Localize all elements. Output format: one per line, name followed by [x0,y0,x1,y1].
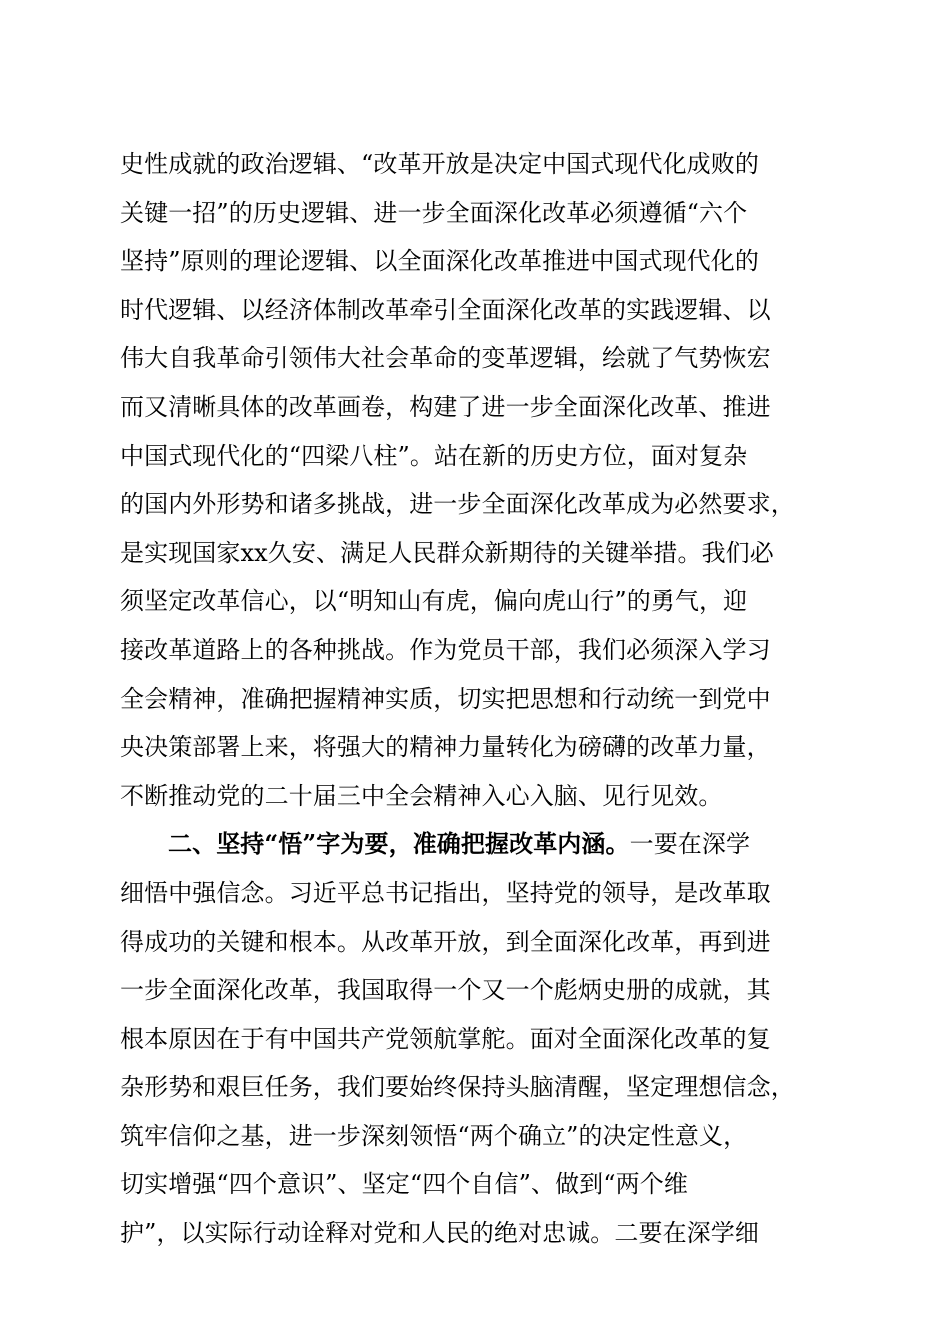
text-line: 根本原因在于有中国共产党领航掌舵。面对全面深化改革的复 [120,1024,771,1053]
text-line: 伟大自我革命引领伟大社会革命的变革逻辑，绘就了气势恢宏 [120,344,771,373]
text-line: 中国式现代化的“四梁八柱”。站在新的历史方位，面对复杂 [120,441,748,470]
text-line: 护”，以实际行动诠释对党和人民的绝对忠诚。二要在深学细 [120,1219,759,1248]
text-line: 切实增强“四个意识”、坚定“四个自信”、做到“两个维 [120,1170,688,1199]
text-line: 央决策部署上来，将强大的精神力量转化为磅礴的改革力量， [120,733,771,762]
paragraph-1 [120,140,840,820]
text-line: 的国内外形势和诸多挑战，进一步全面深化改革成为必然要求， [120,490,795,519]
text-line: 须坚定改革信心，以“明知山有虎，偏向虎山行”的勇气，迎 [120,587,748,616]
text-line: 是实现国家xx久安、满足人民群众新期待的关键举措。我们必 [120,538,774,567]
heading-line-text: 一要在深学 [629,830,751,859]
text-line: 而又清晰具体的改革画卷，构建了进一步全面深化改革、推进 [120,392,771,421]
document-body [120,140,840,1258]
text-line: 全会精神，准确把握精神实质，切实把思想和行动统一到党中 [120,684,771,713]
paragraph-2 [120,820,840,1257]
text-line: 得成功的关键和根本。从改革开放，到全面深化改革，再到进 [120,927,771,956]
text-line: 接改革道路上的各种挑战。作为党员干部，我们必须深入学习 [120,635,771,664]
text-line: 关键一招”的历史逻辑、进一步全面深化改革必须遵循“六个 [120,198,748,227]
text-line: 一步全面深化改革，我国取得一个又一个彪炳史册的成就，其 [120,976,771,1005]
text-line: 筑牢信仰之基，进一步深刻领悟“两个确立”的决定性意义， [120,1121,748,1150]
text-line: 时代逻辑、以经济体制改革牵引全面深化改革的实践逻辑、以 [120,295,771,324]
text-line: 不断推动党的二十届三中全会精神入心入脑、见行见效。 [120,781,723,810]
section-heading-line [120,820,840,869]
section-heading: 二、坚持“悟”字为要，准确把握改革内涵。 [168,829,630,859]
text-line: 杂形势和艰巨任务，我们要始终保持头脑清醒，坚定理想信念， [120,1073,795,1102]
text-line: 细悟中强信念。习近平总书记指出，坚持党的领导，是改革取 [120,878,771,907]
text-line: 史性成就的政治逻辑、“改革开放是决定中国式现代化成败的 [120,150,759,178]
text-line: 坚持”原则的理论逻辑、以全面深化改革推进中国式现代化的 [120,247,759,276]
